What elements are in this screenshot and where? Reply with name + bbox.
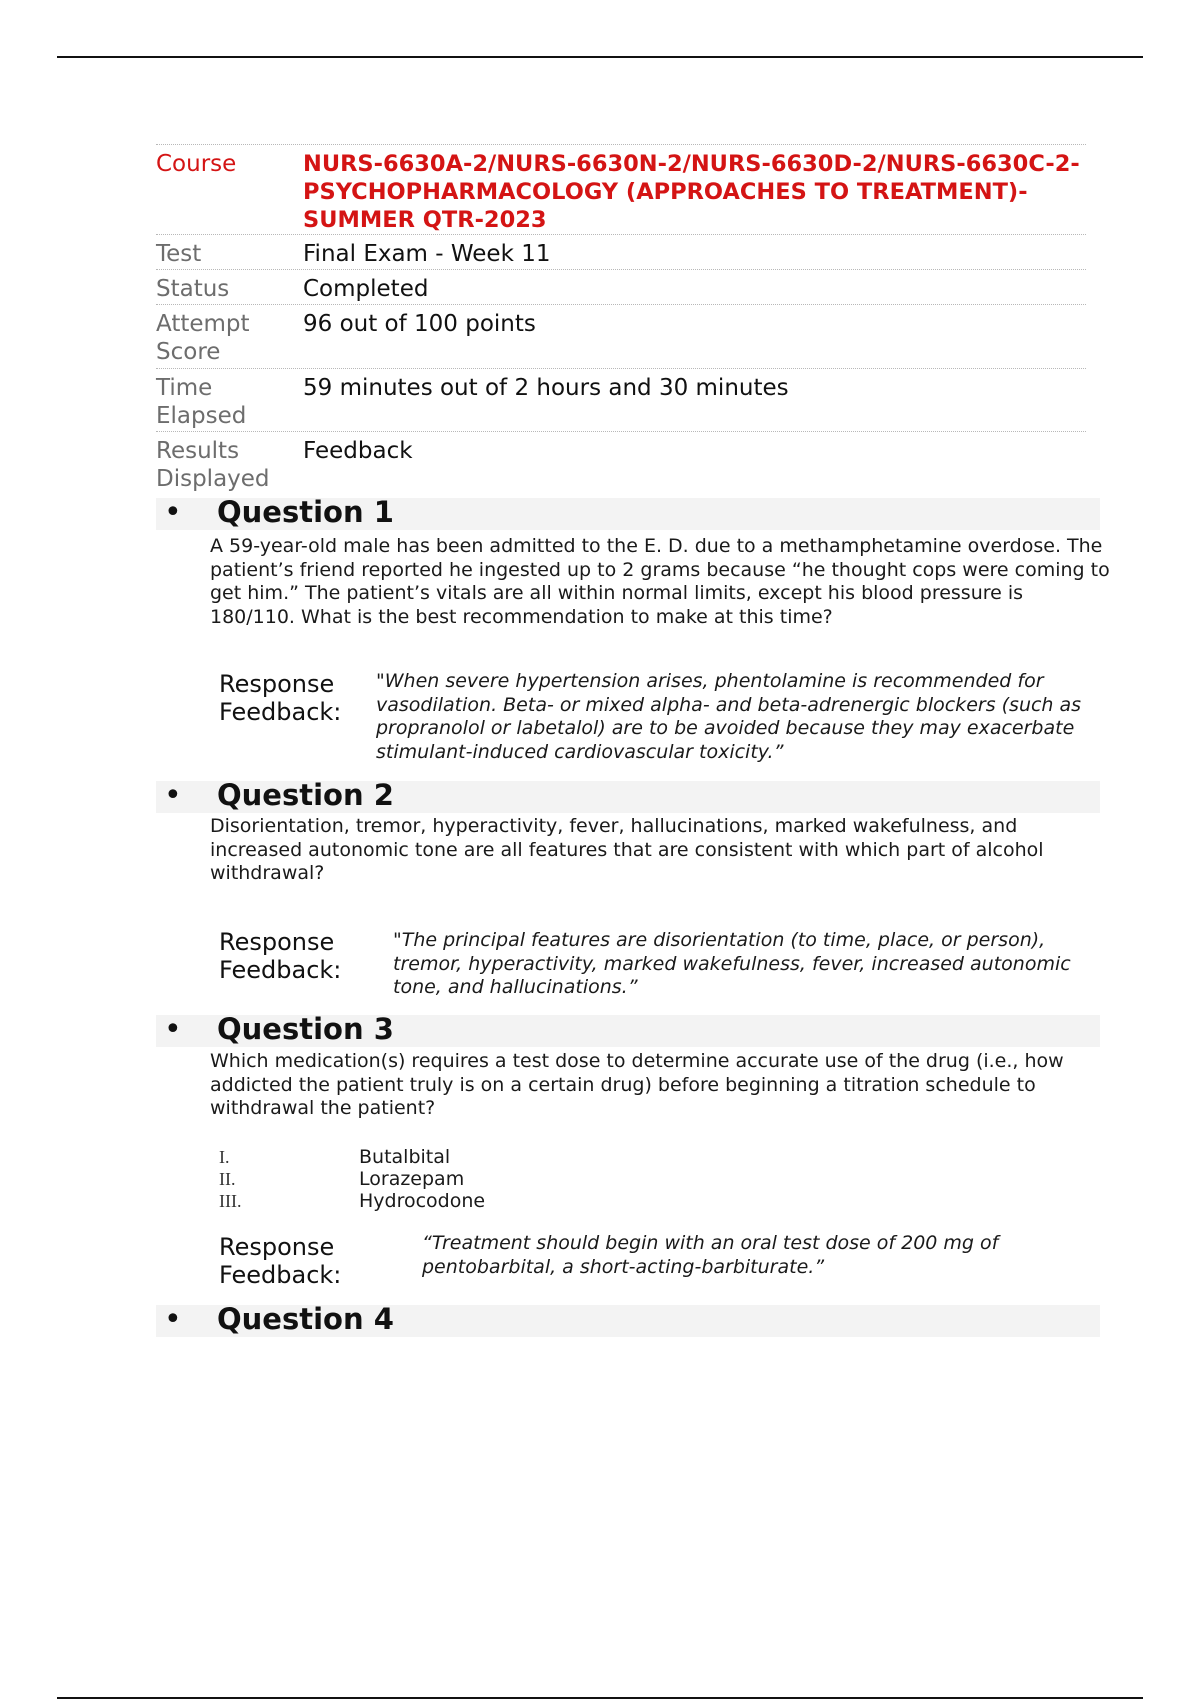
option-text: Hydrocodone: [359, 1190, 486, 1212]
bullet-icon: •: [164, 1012, 182, 1047]
bottom-rule: [57, 1697, 1143, 1699]
question-3-header: [156, 1012, 1100, 1047]
option-number: II.: [219, 1169, 236, 1189]
status-row: [156, 269, 1086, 304]
option-number: I.: [219, 1147, 230, 1167]
bullet-icon: •: [164, 495, 182, 530]
option-text: Lorazepam: [359, 1168, 465, 1190]
question-1-text: A 59-year-old male has been admitted to the E. D. due to a methamphetamine overdose. The patient’s friend reported he ingested up to 2 grams because “he thought cops were coming to get him.” The patient’s vitals are all within normal limits, except his blood pressure is 180/110. What is the best recommendation to make at this time?: [210, 535, 1110, 628]
time-elapsed-value: 59 minutes out of 2 hours and 30 minutes: [303, 375, 789, 401]
option-text: Butalbital: [359, 1146, 451, 1168]
option-number: III.: [219, 1191, 242, 1211]
question-1-feedback-label: Response Feedback:: [219, 670, 342, 726]
time-elapsed-row: [156, 368, 1086, 431]
question-1-header: [156, 495, 1100, 530]
attempt-summary: [156, 144, 1086, 494]
status-value: Completed: [303, 276, 429, 302]
option-item: [215, 1190, 485, 1212]
results-displayed-row: [156, 431, 1086, 494]
option-item: [215, 1168, 485, 1190]
test-label: Test: [156, 241, 202, 267]
question-2-title: Question 2: [217, 778, 394, 812]
time-elapsed-label: Time Elapsed: [156, 375, 247, 429]
question-4-header: [156, 1302, 1100, 1337]
bullet-icon: •: [164, 1302, 182, 1337]
question-2-header: [156, 778, 1100, 813]
question-3-feedback: “Treatment should begin with an oral test dose of 200 mg of pentobarbital, a short-acting-barbiturate.”: [422, 1232, 999, 1278]
question-3-feedback-label: Response Feedback:: [219, 1233, 342, 1289]
bullet-icon: •: [164, 778, 182, 813]
question-1-title: Question 1: [217, 495, 394, 529]
course-row: [156, 144, 1086, 234]
top-rule: [57, 56, 1143, 58]
attempt-score-label: Attempt Score: [156, 311, 250, 365]
results-displayed-label: Results Displayed: [156, 438, 270, 492]
option-item: [215, 1146, 485, 1168]
test-row: [156, 234, 1086, 269]
question-2-feedback-label: Response Feedback:: [219, 928, 342, 984]
course-label: Course: [156, 151, 237, 177]
question-3-options: [215, 1146, 485, 1212]
test-value: Final Exam - Week 11: [303, 241, 551, 267]
question-1-feedback: "When severe hypertension arises, phentolamine is recommended for vasodilation. Beta- or mixed alpha- and beta-adrenergic blockers (such as propranolol or labetalol) are to be avoided because they may exacerbate stimulant-induced cardiovascular toxicity.”: [376, 670, 1082, 763]
course-value: NURS-6630A-2/NURS-6630N-2/NURS-6630D-2/NURS-6630C-2-PSYCHOPHARMACOLOGY (APPROACHES TO TREATMENT)-SUMMER QTR-2023: [303, 151, 1080, 233]
question-2-text: Disorientation, tremor, hyperactivity, fever, hallucinations, marked wakefulness, and increased autonomic tone are all features that are consistent with which part of alcohol withdrawal?: [210, 815, 1044, 884]
attempt-score-value: 96 out of 100 points: [303, 311, 536, 337]
results-displayed-value: Feedback: [303, 438, 413, 464]
question-3-title: Question 3: [217, 1012, 394, 1046]
status-label: Status: [156, 276, 230, 302]
attempt-score-row: [156, 304, 1086, 368]
question-3-text: Which medication(s) requires a test dose to determine accurate use of the drug (i.e., how addicted the patient truly is on a certain drug) before beginning a titration schedule to withdrawal the patient?: [210, 1050, 1064, 1119]
question-2-feedback: "The principal features are disorientation (to time, place, or person), tremor, hyperactivity, marked wakefulness, fever, increased autonomic tone, and hallucinations.”: [393, 929, 1071, 998]
question-4-title: Question 4: [217, 1302, 394, 1336]
